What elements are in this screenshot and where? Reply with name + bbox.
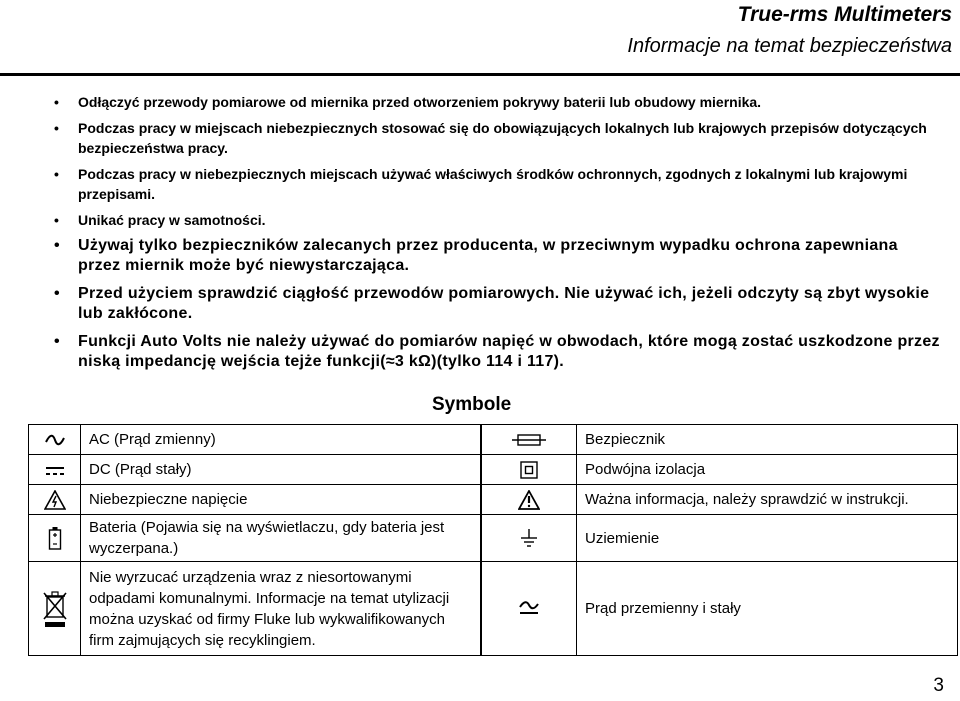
ground-icon <box>482 515 577 562</box>
bullet-item: • Odłączyć przewody pomiarowe od miernika przed otworzeniem pokrywy baterii lub obudowy miernika. <box>52 92 942 112</box>
double-insulation-icon <box>482 455 577 485</box>
fuse-icon <box>482 425 577 455</box>
bullet-item: • Funkcji Auto Volts nie należy używać do pomiarów napięć w obwodach, które mogą zostać uszkodzone przez niską impedancję wejścia tejże funkcji(≈3 kΩ)(tylko 114 i 117). <box>52 332 942 372</box>
bullet-item: • Podczas pracy w miejscach niebezpiecznych stosować się do obowiązujących lokalnych lub krajowych przepisów dotyczących bezpieczeństwa pracy. <box>52 118 942 158</box>
table-row <box>29 455 958 485</box>
table-row <box>29 425 958 455</box>
symbol-description: Niebezpieczne napięcie <box>81 485 481 515</box>
symbol-description: Prąd przemienny i stały <box>577 562 958 656</box>
table-row <box>29 562 958 656</box>
document-title: True-rms Multimeters <box>737 3 952 26</box>
symbol-description: Ważna informacja, należy sprawdzić w instrukcji. <box>577 485 958 515</box>
ac-dc-icon <box>482 562 577 656</box>
bullet-item: • Używaj tylko bezpieczników zalecanych przez producenta, w przeciwnym wypadku ochrona zapewniana przez miernik może być niewystarczająca. <box>52 236 942 276</box>
ac-wave-icon <box>29 425 81 455</box>
header-divider <box>0 73 960 76</box>
page-header <box>627 2 952 59</box>
bullet-item: • Unikać pracy w samotności. <box>52 210 942 230</box>
symbol-description: Bateria (Pojawia się na wyświetlaczu, gdy bateria jest wyczerpana.) <box>81 515 481 562</box>
symbol-description: Podwójna izolacja <box>577 455 958 485</box>
page-number: 3 <box>933 675 944 696</box>
document-subtitle: Informacje na temat bezpieczeństwa <box>627 35 952 57</box>
table-row <box>29 515 958 562</box>
symbols-heading: Symbole <box>432 394 512 415</box>
dc-icon <box>29 455 81 485</box>
weee-bin-icon <box>29 562 81 656</box>
table-row <box>29 485 958 515</box>
symbol-description: Nie wyrzucać urządzenia wraz z niesortowanymi odpadami komunalnymi. Informacje na temat utylizacji można uzyskać od firmy Fluke lub wykwalifikowanych firm zajmujących się recyklingiem. <box>81 562 481 656</box>
symbol-description: AC (Prąd zmienny) <box>81 425 481 455</box>
warning-icon <box>482 485 577 515</box>
symbols-table <box>28 424 958 656</box>
symbol-description: Uziemienie <box>577 515 958 562</box>
battery-icon <box>29 515 81 562</box>
hazardous-voltage-icon <box>29 485 81 515</box>
bullet-item: • Przed użyciem sprawdzić ciągłość przewodów pomiarowych. Nie używać ich, jeżeli odczyty są zbyt wysokie lub zakłócone. <box>52 284 942 324</box>
symbol-description: Bezpiecznik <box>577 425 958 455</box>
safety-bullet-list <box>52 92 942 380</box>
symbol-description: DC (Prąd stały) <box>81 455 481 485</box>
bullet-item: • Podczas pracy w niebezpiecznych miejscach używać właściwych środków ochronnych, zgodnych z lokalnymi lub krajowymi przepisami. <box>52 164 942 204</box>
